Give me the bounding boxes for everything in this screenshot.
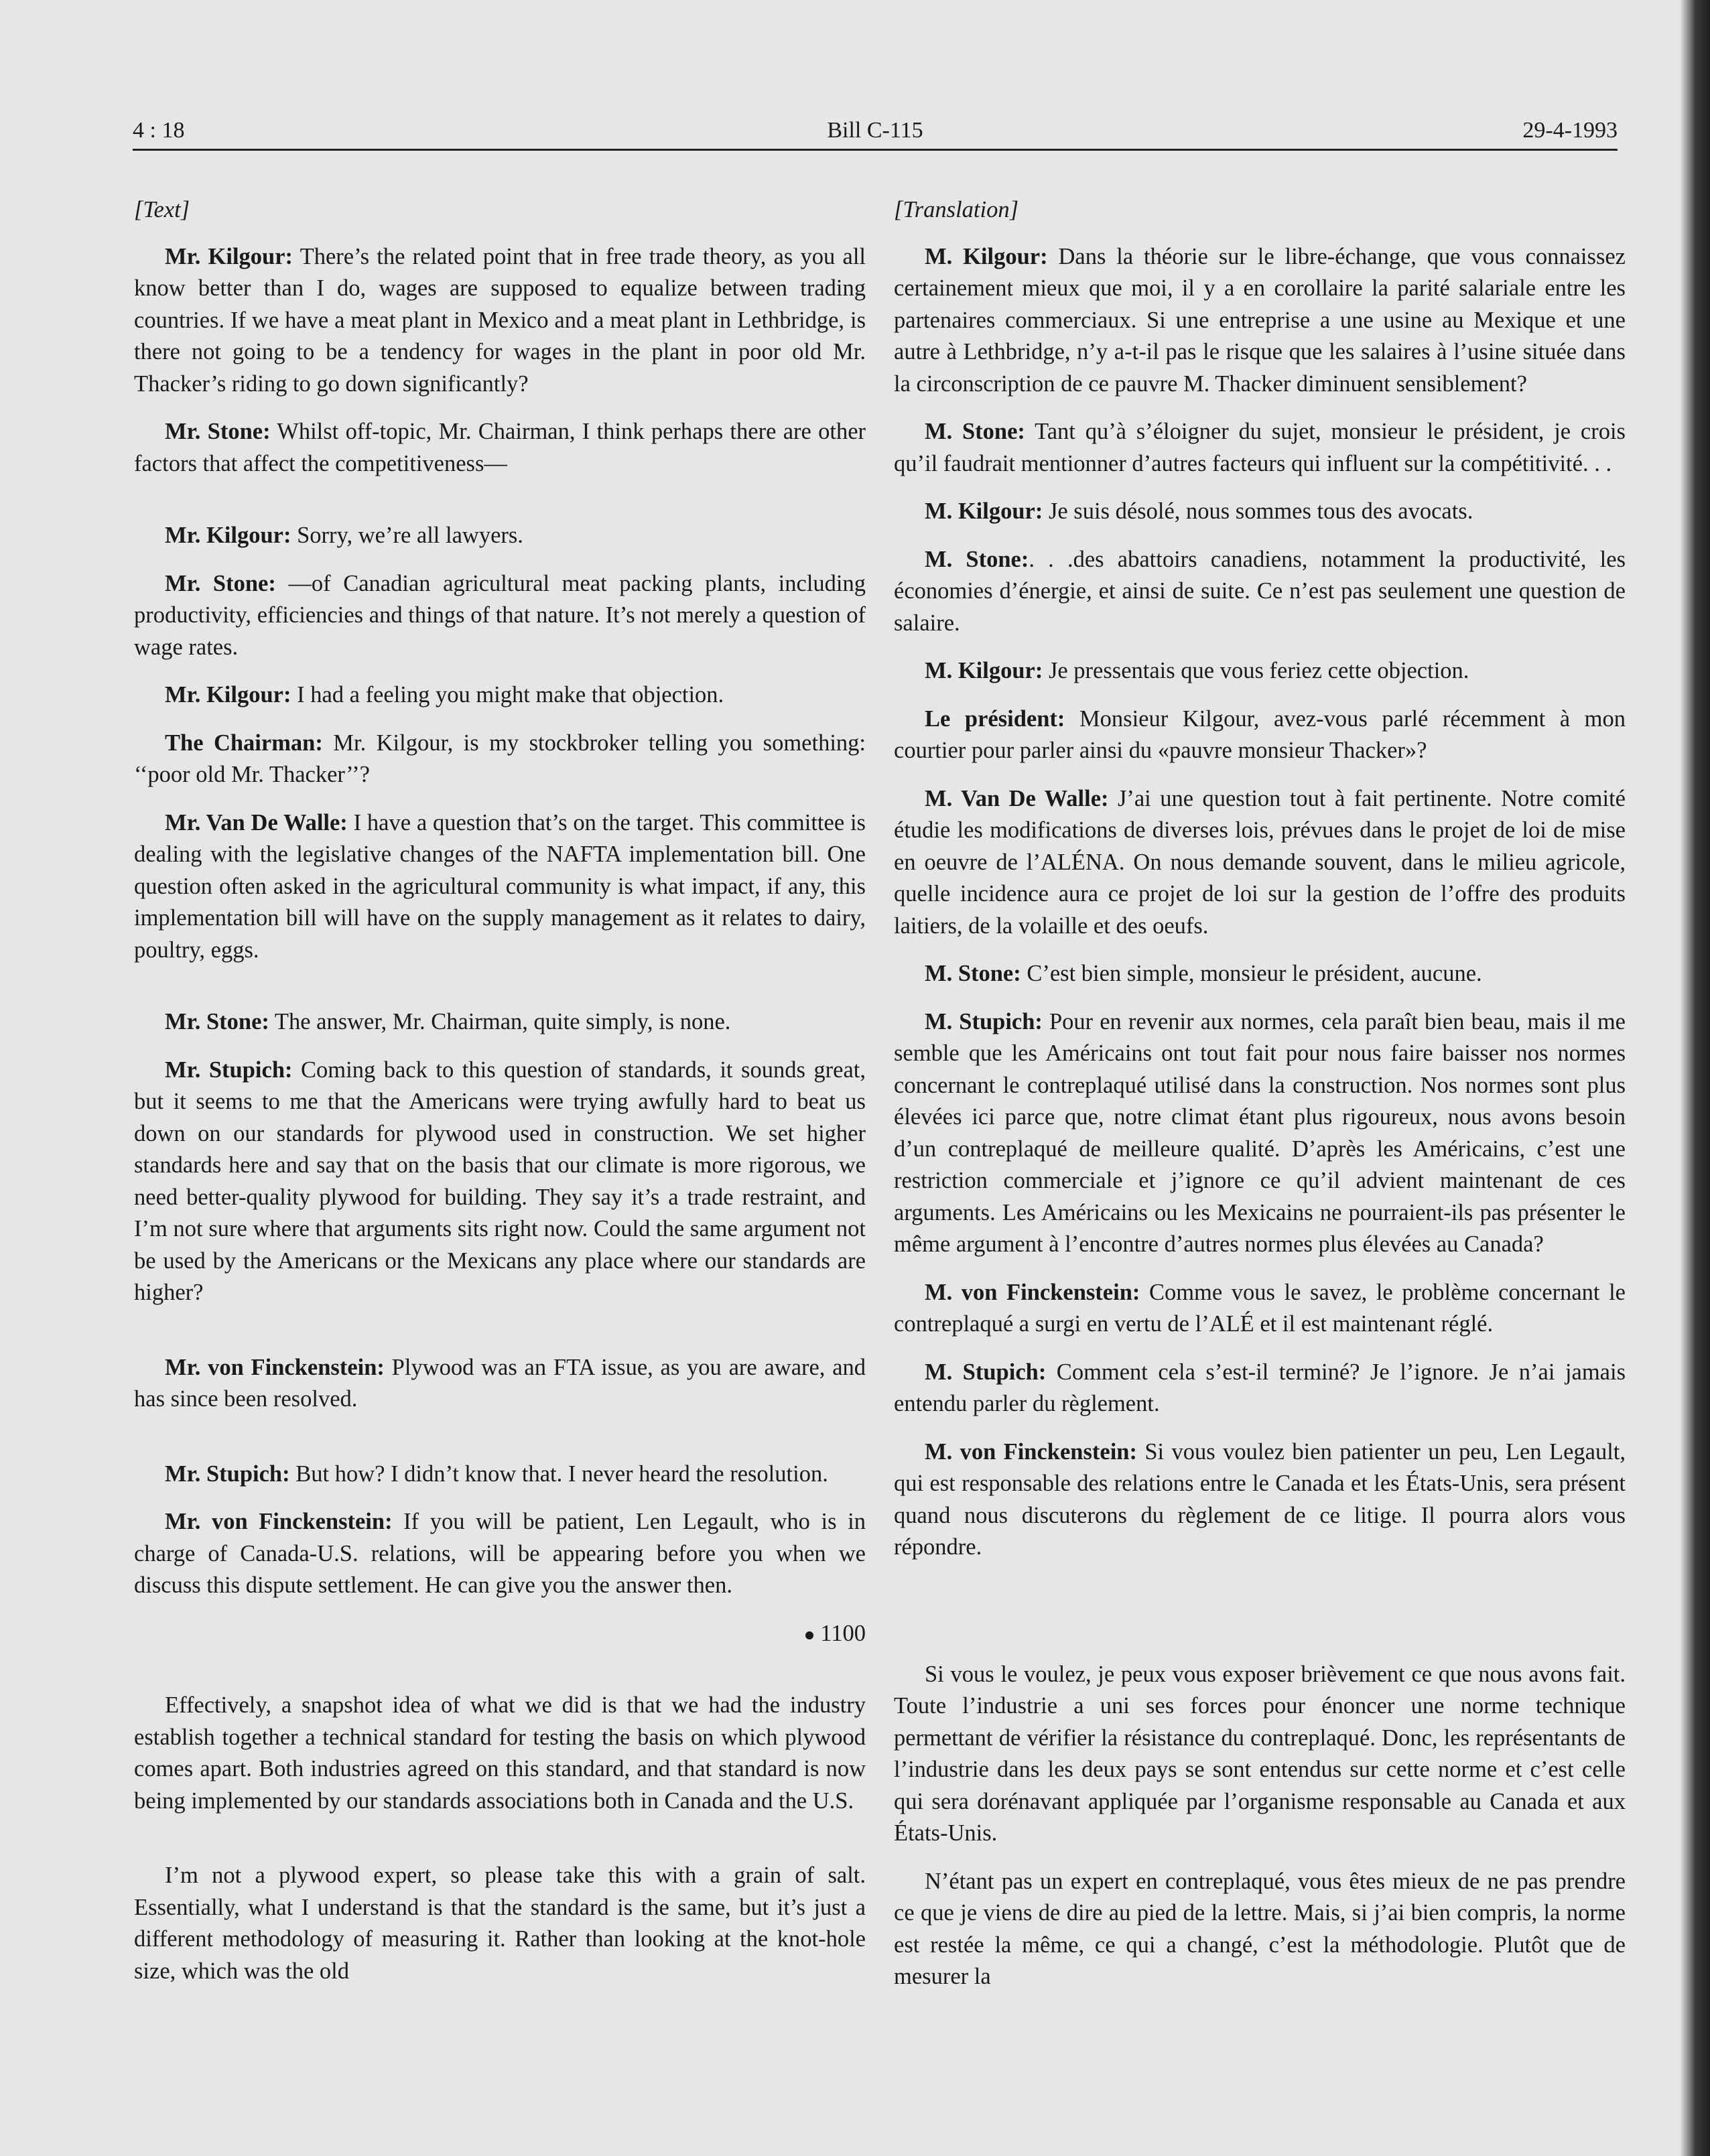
paragraph: I’m not a plywood expert, so please take this with a grain of salt. Essentially, what I understand is that the standard is the same, but it’s just a different methodology of measuring it. Rather than looking at the knot-hole size, which was the old — [134, 1863, 866, 1984]
paragraph: Effectively, a snapshot idea of what we did is that we had the industry establish together a technical standard for testing the basis on which plywood comes apart. Both industries agreed on this standard, and that standard is now being implemented by our standards associations both in Canada and the U.S. — [134, 1692, 866, 1814]
paragraph: Mr. Stone: —of Canadian agricultural meat packing plants, including productivity, efficiencies and things of that nature. It’s not merely a question of wage rates. — [134, 570, 866, 660]
paragraph: Mr. Van De Walle: I have a question that’s on the target. This committee is dealing with the legislative changes of the NAFTA implementation bill. One question often asked in the agricultural community is what impact, if any, this implementation bill will have on the supply management as it relates to dairy, poultry, eggs. — [134, 809, 866, 963]
speaker: M. Stone: — [925, 419, 1025, 444]
paragraph: M. Van De Walle: J’ai une question tout à fait pertinente. Notre comité étudie les modifications de diverses lois, prévues dans le projet de loi de mise en oeuvre de l’ALÉNA. On nous demande souvent, dans le milieu agricole, quelle incidence aura ce projet de loi sur la gestion de l’offre des produits laitiers, de la volaille et des oeufs. — [894, 785, 1626, 939]
column-label: [Text] — [134, 197, 190, 222]
speaker: M. Van De Walle: — [925, 785, 1109, 811]
paragraph: M. Kilgour: Je suis désolé, nous sommes tous des avocats. — [925, 498, 1473, 524]
paragraph: M. Kilgour: Dans la théorie sur le libre-échange, que vous connaissez certainement mieux que moi, il y a en corollaire la parité salariale entre les partenaires commerciaux. Si une entreprise a une usine au Mexique et une autre à Lethbridge, n’y a-t-il pas le risque que les salaires à l’usine située dans la circonscription de ce pauvre M. Thacker diminuent sensiblement? — [894, 243, 1626, 397]
paragraph: Si vous le voulez, je peux vous exposer brièvement ce que nous avons fait. Toute l’industrie a uni ses forces pour énoncer une norme technique permettant de vérifier la résistance du contreplaqué. Donc, les représentants de l’industrie dans les deux pays se sont entendus sur cette norme et c’est celle qui sera dorénavant appliquée par l’organisme responsable au Canada et aux États-Unis. — [894, 1661, 1626, 1846]
paragraph: M. Stone: C’est bien simple, monsieur le président, aucune. — [925, 961, 1482, 986]
speaker: M. Stone: — [925, 546, 1029, 572]
running-header — [133, 118, 1618, 150]
document-title: Bill C-115 — [827, 118, 923, 143]
paragraph: Mr. Stupich: But how? I didn’t know that. I never heard the resolution. — [165, 1461, 828, 1487]
speaker: Le président: — [925, 705, 1065, 732]
speaker: Mr. Stone: — [165, 1009, 269, 1034]
speaker: M. Stupich: — [925, 1359, 1047, 1385]
speaker: Mr. Kilgour: — [165, 682, 291, 708]
header-rule — [133, 149, 1618, 151]
bullet-icon — [805, 1631, 813, 1639]
speaker: M. Stupich: — [925, 1008, 1043, 1034]
speaker: Mr. Kilgour: — [165, 523, 291, 548]
speaker: The Chairman: — [165, 730, 323, 756]
paragraph: The Chairman: Mr. Kilgour, is my stockbroker telling you something: ‘‘poor old Mr. Thacker’’? — [134, 730, 866, 787]
page-edge-shadow — [1681, 0, 1710, 2156]
page-reference: 4 : 18 — [133, 118, 185, 143]
speaker: Mr. Kilgour: — [165, 243, 293, 269]
paragraph: N’étant pas un expert en contreplaqué, vous êtes mieux de ne pas prendre ce que je viens de dire au pied de la lettre. Mais, si j’ai bien compris, la norme est restée la même, ce qui a changé, c’est la méthodologie. Plutôt que de mesurer la — [894, 1868, 1626, 1989]
document-date: 29-4-1993 — [1522, 118, 1618, 143]
column-label: [Translation] — [894, 197, 1019, 222]
speaker: Mr. Stupich: — [165, 1057, 293, 1083]
speaker: M. Kilgour: — [925, 658, 1043, 683]
paragraph: Mr. von Finckenstein: If you will be patient, Len Legault, who is in charge of Canada-U.S. relations, will be appearing before you when we discuss this dispute settlement. He can give you the answer then. — [134, 1509, 866, 1598]
paragraph: M. Stupich: Pour en revenir aux normes, cela paraît bien beau, mais il me semble que les Américains ont tout fait pour nous faire baisser nos normes concernant le contreplaqué utilisé dans la construction. Nos normes sont plus élevées ici parce que, notre climat étant plus rigoureux, nous avons besoin d’un contreplaqué de meilleure qualité. D’après les Américains, c’est une restriction commerciale et j’ignore ce qu’il advient maintenant de ces arguments. Les Américains ou les Mexicains ne pourraient-ils pas présenter le même argument à l’encontre d’autres normes plus élevées au Canada? — [894, 1008, 1626, 1257]
paragraph: Le président: Monsieur Kilgour, avez-vous parlé récemment à mon courtier pour parler ainsi du «pauvre monsieur Thacker»? — [894, 705, 1626, 763]
speaker: M. Kilgour: — [925, 498, 1043, 524]
paragraph: Mr. Stupich: Coming back to this question of standards, it sounds great, but it seems to me that the Americans were trying awfully hard to beat us down on our standards for plywood used in construction. We set higher standards here and say that on the basis that our climate is more rigorous, we need better-quality plywood for building. They say it’s a trade restraint, and I’m not sure where that arguments sits right now. Could the same argument not be used by the Americans or the Mexicans any place where our standards are higher? — [134, 1057, 866, 1305]
paragraph: M. von Finckenstein: Si vous voulez bien patienter un peu, Len Legault, qui est responsable des relations entre le Canada et les États-Unis, sera présent quand nous discuterons du règlement de ce litige. Il pourra alors vous répondre. — [894, 1438, 1626, 1560]
speaker: Mr. von Finckenstein: — [165, 1509, 393, 1534]
speaker: Mr. Stone: — [165, 570, 276, 596]
paragraph: M. Kilgour: Je pressentais que vous feriez cette objection. — [925, 658, 1469, 683]
paragraph: Mr. Kilgour: There’s the related point that in free trade theory, as you all know better than I do, wages are supposed to equalize between trading countries. If we have a meat plant in Mexico and a meat plant in Lethbridge, is there not going to be a tendency for wages in the plant in poor old Mr. Thacker’s riding to go down significantly? — [134, 243, 866, 397]
paragraph: Mr. Stone: The answer, Mr. Chairman, quite simply, is none. — [165, 1009, 731, 1034]
speaker: M. Stone: — [925, 961, 1021, 986]
speaker: M. Kilgour: — [925, 243, 1048, 269]
spacer — [894, 1580, 1626, 1659]
paragraph: M. von Finckenstein: Comme vous le savez, le problème concernant le contreplaqué a surgi en vertu de l’ALÉ et il est maintenant réglé. — [894, 1279, 1626, 1337]
speaker: Mr. von Finckenstein: — [165, 1354, 385, 1380]
paragraph: M. Stone: Tant qu’à s’éloigner du sujet, monsieur le président, je crois qu’il faudrait mentionner d’autres facteurs qui influent sur la compétitivité. . . — [894, 419, 1626, 476]
paragraph: Mr. von Finckenstein: Plywood was an FTA issue, as you are aware, and has since been resolved. — [134, 1354, 866, 1412]
paragraph: Mr. Kilgour: I had a feeling you might make that objection. — [165, 682, 724, 708]
speaker: Mr. Van De Walle: — [165, 809, 348, 835]
english-column — [134, 194, 866, 2003]
paragraph: Mr. Stone: Whilst off-topic, Mr. Chairman, I think perhaps there are other factors that affect the competitiveness— — [134, 419, 866, 476]
french-column — [894, 194, 1626, 2009]
paragraph: Mr. Kilgour: Sorry, we’re all lawyers. — [165, 523, 523, 548]
speaker: Mr. Stupich: — [165, 1461, 290, 1487]
time-marker: 1100 — [134, 1618, 866, 1650]
paragraph: M. Stone:. . .des abattoirs canadiens, notamment la productivité, les économies d’énergie, et ainsi de suite. Ce n’est pas seulement une question de salaire. — [894, 546, 1626, 636]
speaker: M. von Finckenstein: — [925, 1438, 1137, 1465]
paragraph: M. Stupich: Comment cela s’est-il terminé? Je l’ignore. Je n’ai jamais entendu parler du règlement. — [894, 1359, 1626, 1416]
speaker: Mr. Stone: — [165, 419, 271, 444]
speaker: M. von Finckenstein: — [925, 1279, 1140, 1305]
